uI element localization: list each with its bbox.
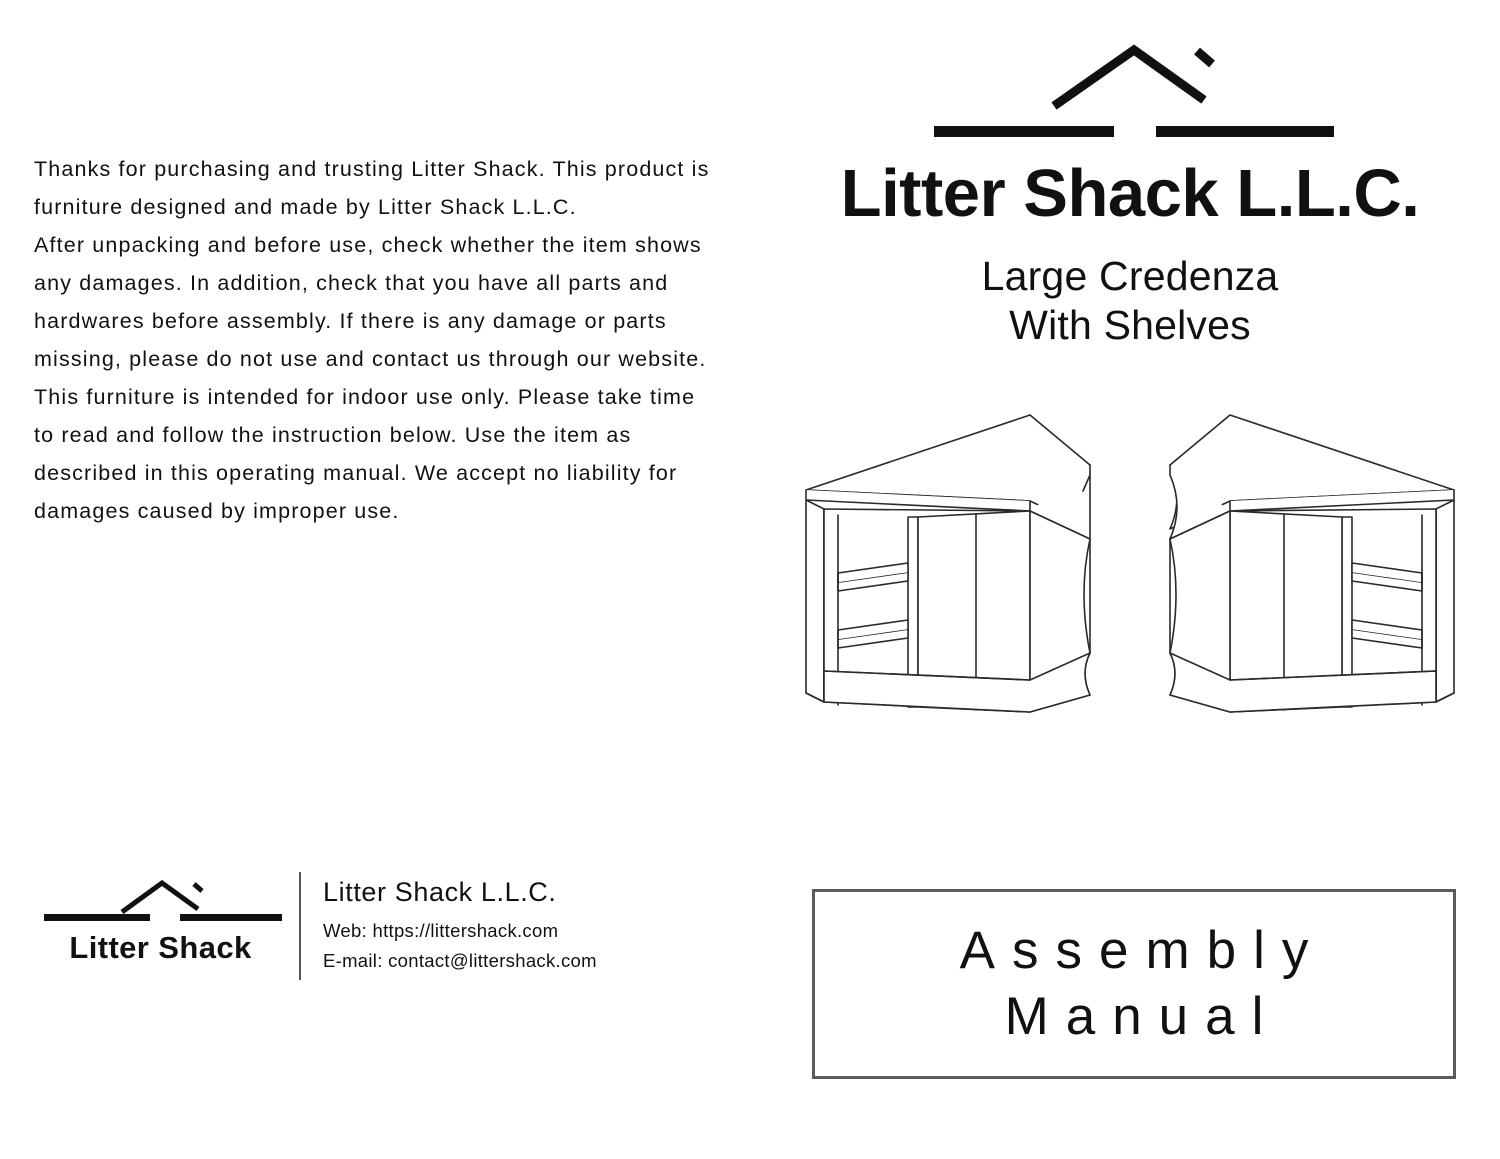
footer-divider bbox=[299, 872, 301, 980]
footer-contact-details bbox=[323, 877, 698, 976]
roof-icon bbox=[1050, 44, 1218, 110]
intro-paragraph-1: Thanks for purchasing and trusting Litter Shack. This product is furniture designed and made by Litter Shack L.L.C. bbox=[34, 157, 710, 219]
footer-contact-block bbox=[38, 862, 698, 990]
manual-title-line-1: Assembly bbox=[959, 921, 1326, 980]
footer-website[interactable]: Web: https://littershack.com bbox=[323, 919, 559, 941]
footer-company-name: Litter Shack L.L.C. bbox=[323, 876, 557, 907]
logo-bar-left bbox=[44, 914, 150, 921]
product-illustrations bbox=[780, 405, 1480, 745]
intro-paragraph-3: This furniture is intended for indoor use only. Please take time to read and follow the instruction below. Use the item as described in this operating manual. We accept no liability for damages caused by improper use. bbox=[34, 385, 696, 523]
logo-mark bbox=[860, 40, 1400, 150]
credenza-drawings-svg bbox=[780, 405, 1480, 745]
main-logo-block bbox=[790, 40, 1470, 350]
footer-email[interactable]: E-mail: contact@littershack.com bbox=[323, 949, 597, 971]
intro-paragraph-2: After unpacking and before use, check whether the item shows any damages. In addition, check that you have all parts and hardwares before assembly. If there is any damage or parts missing, please do not use and contact us through our website. bbox=[34, 233, 707, 371]
roof-icon bbox=[120, 880, 204, 914]
manual-title-line-2: Manual bbox=[1004, 987, 1281, 1046]
logo-title: Litter Shack L.L.C. bbox=[840, 156, 1420, 231]
credenza-left-view bbox=[806, 415, 1090, 712]
footer-logo bbox=[38, 866, 283, 986]
credenza-right-view bbox=[1170, 415, 1454, 712]
product-title-line-2: With Shelves bbox=[1009, 302, 1251, 348]
logo-bar-right bbox=[1156, 126, 1334, 137]
logo-bar-left bbox=[934, 126, 1114, 137]
intro-text-block bbox=[34, 150, 714, 530]
logo-bar-right bbox=[180, 914, 282, 921]
product-title bbox=[790, 252, 1470, 350]
assembly-manual-title-box bbox=[812, 889, 1456, 1079]
footer-brand-text: Litter Shack bbox=[69, 930, 252, 965]
product-title-line-1: Large Credenza bbox=[981, 253, 1279, 299]
